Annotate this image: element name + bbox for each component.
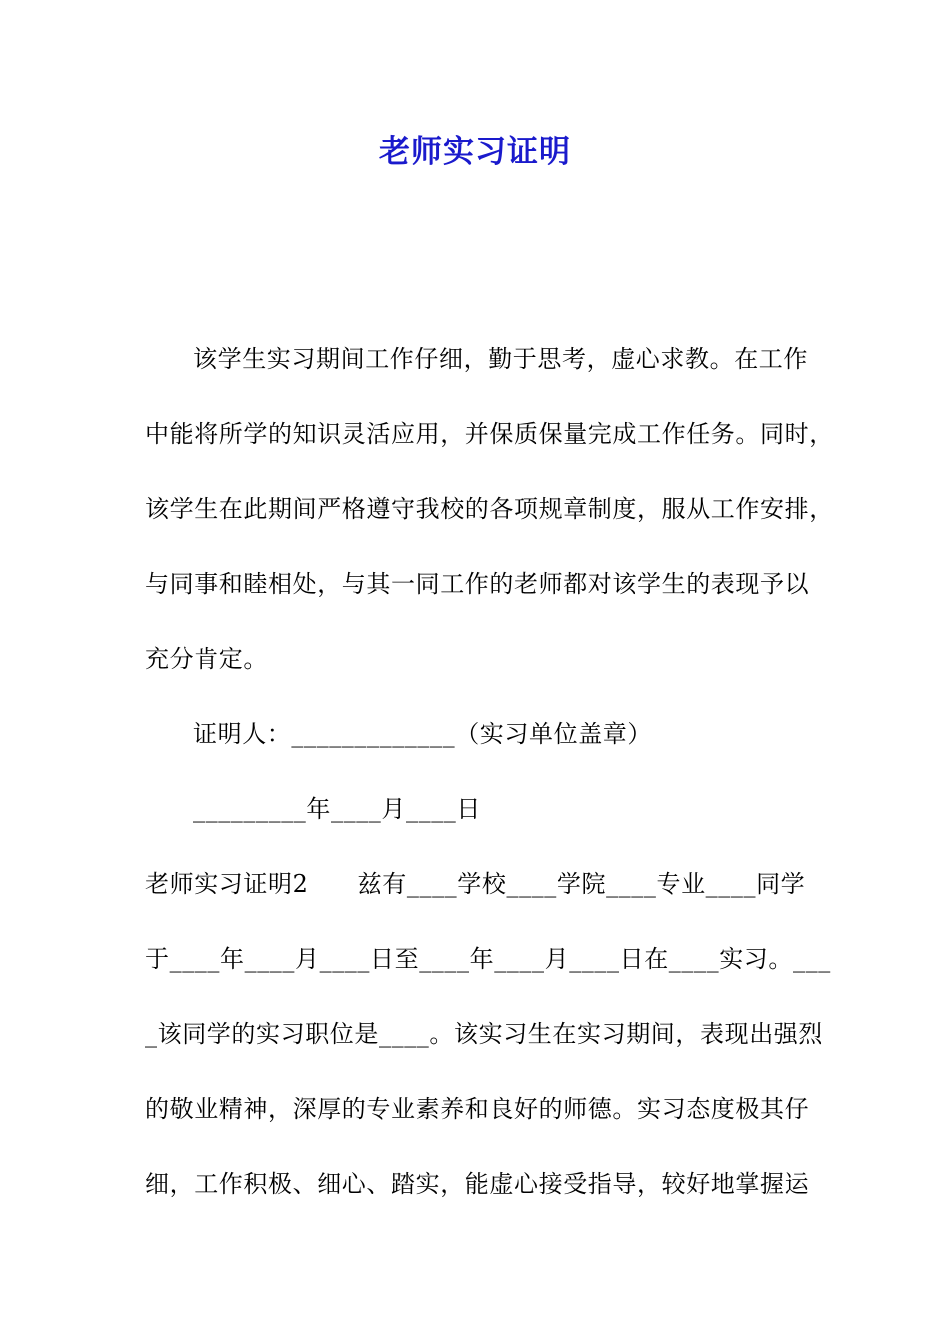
- section2-line-2: 于____年____月____日至____年____月____日在____实习。___: [145, 945, 831, 973]
- paragraph1-line-3: 该学生在此期间严格遵守我校的各项规章制度，服从工作安排，: [145, 495, 834, 523]
- section2-line-5: 细，工作积极、细心、踏实，能虚心接受指导，较好地掌握运: [145, 1170, 810, 1198]
- page-title: 老师实习证明: [379, 134, 571, 170]
- paragraph1-line-1: 该学生实习期间工作仔细，勤于思考，虚心求教。在工作: [193, 345, 808, 373]
- section2-line-3: _该同学的实习职位是____。该实习生在实习期间，表现出强烈: [145, 1020, 823, 1048]
- section2-line-1: 老师实习证明2 兹有____学校____学院____专业____同学: [145, 870, 806, 898]
- paragraph1-line-5: 充分肯定。: [145, 645, 268, 673]
- certifier-line: 证明人：_____________（实习单位盖章）: [193, 720, 652, 748]
- paragraph1-line-4: 与同事和睦相处，与其一同工作的老师都对该学生的表现予以: [145, 570, 810, 598]
- paragraph1-line-2: 中能将所学的知识灵活应用，并保质保量完成工作任务。同时，: [145, 420, 834, 448]
- date-line: _________年____月____日: [193, 795, 481, 823]
- section2-line-4: 的敬业精神，深厚的专业素养和良好的师德。实习态度极其仔: [145, 1095, 810, 1123]
